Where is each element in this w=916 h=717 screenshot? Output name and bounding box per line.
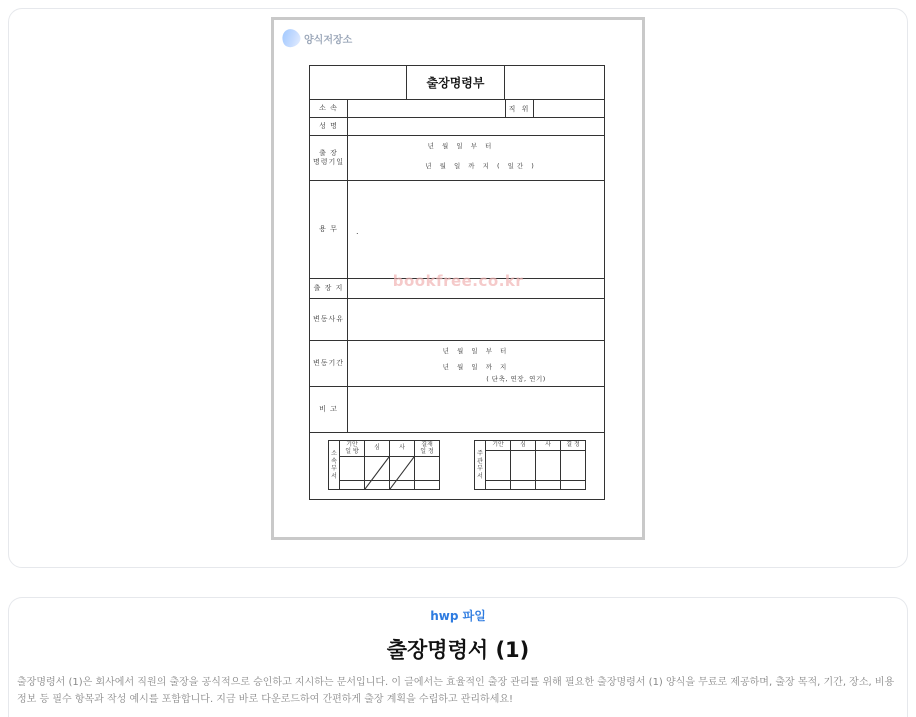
note-label: 비 고 [310, 387, 348, 432]
page-title: 출장명령서 (1) [386, 638, 530, 662]
change-to: 년 월 일 까 지 [442, 363, 510, 371]
approval-table-dept: 소 속 부 서 기안 일 방 심 사 결재 일 정 [328, 440, 440, 490]
form-row-change-reason [310, 299, 604, 341]
change-period-label: 변동기간 [310, 341, 348, 386]
strike-line-icon [365, 457, 389, 489]
document-page [274, 20, 642, 537]
document-description: 출장명령서 (1)은 회사에서 직원의 출장을 공식적으로 승인하고 지시하는 문서입니다. 이 글에서는 효율적인 출장 관리를 위해 필요한 출장명령서 (1) 양식을 무료로 제공하며, 출장 목적, 기간, 장소, 비용 정보 등 필수 항목과 작성 예시를 포함합니다. 지금 바로 다운로드하여 간편하게 출장 계획을 수립하고 관리하세요! [17, 677, 895, 705]
form-title: 출장명령부 [407, 66, 505, 99]
brand-name: 양식저장소 [304, 34, 353, 46]
watermark: bookfree.co.kr [392, 272, 524, 290]
strike-line-icon [390, 457, 414, 489]
trip-date-label: 출 장 명령기일 [310, 136, 348, 180]
change-from: 년 월 일 부 터 [442, 347, 510, 355]
approval-table-main: 주 관 부 서 기안 심 사 결 정 [474, 440, 586, 490]
document-preview-frame[interactable] [271, 17, 645, 540]
form-row-duty: 용 무 . [310, 181, 604, 279]
trip-date-from: 년 월 일 부 터 [427, 142, 495, 150]
form-row-change-period [310, 341, 604, 387]
info-card [8, 597, 908, 717]
change-type: ( 단축, 연장, 연기) [486, 375, 546, 383]
trip-date-to: 년 월 일 까 지 ( 일간 ) [425, 162, 537, 170]
form-row-note [310, 387, 604, 433]
form-row-name [310, 118, 604, 136]
duty-label: 용 무 [310, 181, 348, 278]
form-title-row [310, 66, 604, 100]
form-row-approval [310, 433, 604, 499]
preview-card [8, 8, 908, 568]
form-row-dept [310, 100, 604, 118]
brand-logo-icon [279, 26, 303, 50]
name-label: 성 명 [310, 118, 348, 135]
brand [282, 29, 352, 47]
form-row-trip-date [310, 136, 604, 181]
destination-label: 출 장 지 [310, 279, 348, 298]
rank-label: 직 위 [506, 100, 534, 117]
dept-label: 소 속 [310, 100, 348, 117]
file-type-label[interactable]: hwp 파일 [430, 609, 486, 623]
change-reason-label: 변동사유 [310, 299, 348, 340]
